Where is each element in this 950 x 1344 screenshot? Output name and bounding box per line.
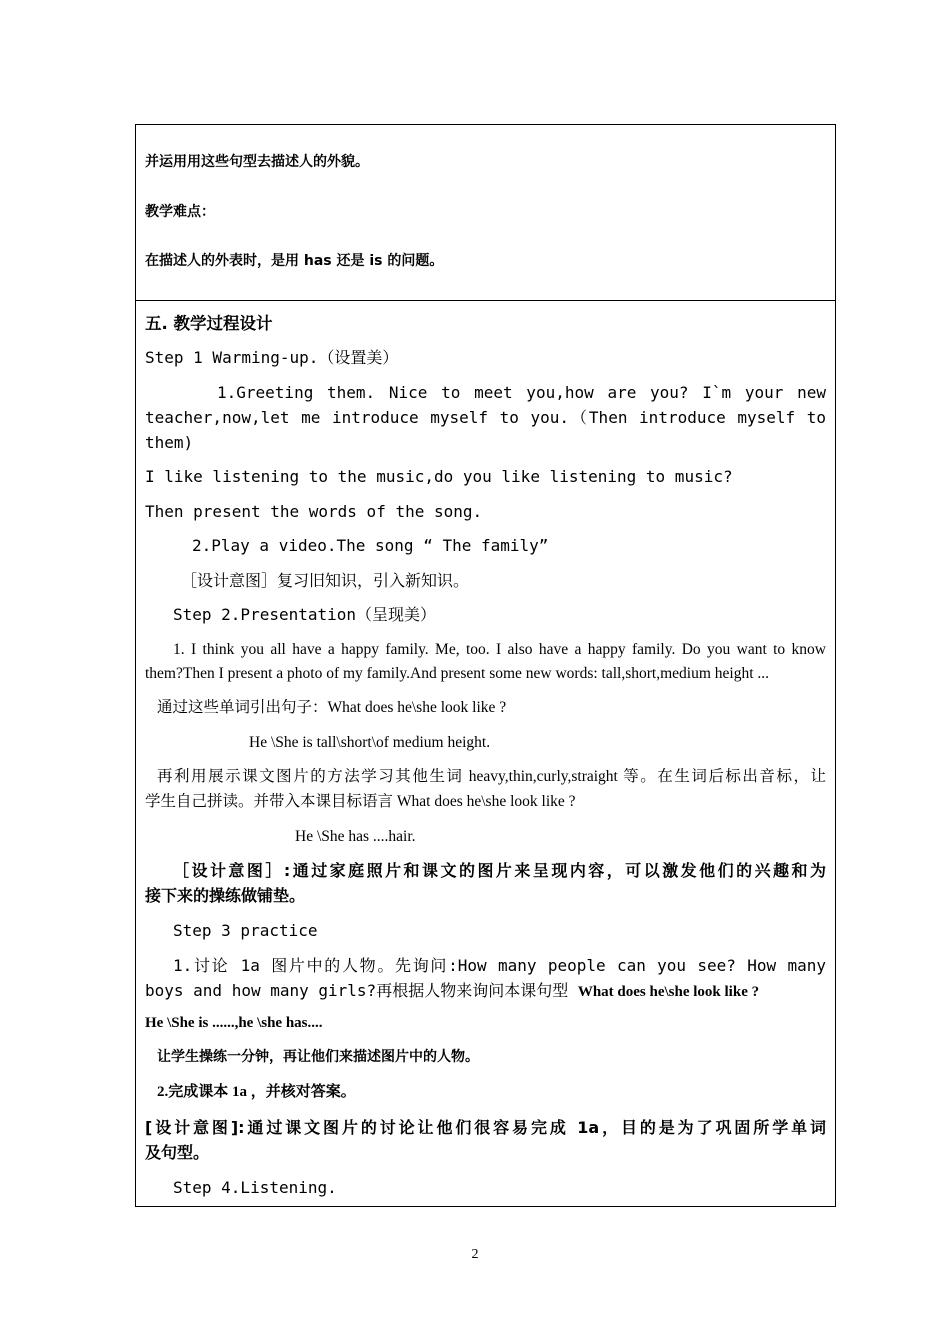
lesson-table bbox=[135, 124, 836, 1207]
text-line: 2.Play a video.The song “ The family” bbox=[192, 536, 549, 555]
design-intent: ［设计意图］:通过家庭照片和课文的图片来呈现内容，可以激发他们的兴趣和为 bbox=[173, 861, 826, 880]
step-4-heading: Step 4.Listening. bbox=[173, 1178, 337, 1197]
text-span: boys and how many girls?再根据人物来询问本课句型 bbox=[145, 981, 578, 1000]
text-line: He \She is tall\short\of medium height. bbox=[249, 734, 491, 751]
design-intent: 接下来的操练做铺垫。 bbox=[145, 886, 306, 905]
step-1-heading: Step 1 Warming-up.（设置美） bbox=[145, 348, 399, 367]
text-line: them?Then I present a photo of my family.And present some new words: tall,short,medium height ... bbox=[145, 665, 770, 682]
difficulty-label: 教学难点： bbox=[145, 204, 215, 220]
design-intent: 及句型。 bbox=[145, 1143, 210, 1162]
text-line: I like listening to the music,do you like listening to music? bbox=[145, 467, 733, 486]
design-intent: [设计意图]:通过课文图片的讨论让他们很容易完成 1a，目的是为了巩固所学单词 bbox=[145, 1118, 826, 1137]
page-number: 2 bbox=[471, 1247, 479, 1262]
text-line: 学生自己拼读。并带入本课目标语言 What does he\she look like ? bbox=[145, 793, 576, 810]
step-3-heading: Step 3 practice bbox=[173, 921, 318, 940]
text-line: 1. I think you all have a happy family. Me, too. I also have a happy family. Do you want to know bbox=[173, 641, 826, 658]
step-2-heading: Step 2.Presentation（呈现美） bbox=[173, 605, 437, 624]
text-line: 让学生操练一分钟，再让他们来描述图片中的人物。 bbox=[157, 1049, 479, 1065]
section-heading: 五. 教学过程设计 bbox=[145, 314, 273, 333]
text-line: Then present the words of the song. bbox=[145, 502, 483, 521]
text-line: He \She is ......,he \she has.... bbox=[145, 1015, 323, 1031]
text-line: 2.完成课本 1a ，并核对答案。 bbox=[157, 1084, 356, 1100]
text-line bbox=[145, 978, 826, 1005]
text-line: 并运用用这些句型去描述人的外貌。 bbox=[145, 154, 369, 170]
table-divider bbox=[136, 300, 835, 301]
text-line: teacher,now,let me introduce myself to you.（Then introduce myself to bbox=[145, 408, 826, 427]
design-intent: ［设计意图］复习旧知识，引入新知识。 bbox=[181, 571, 470, 590]
text-line: 1.Greeting them. Nice to meet you,how are you? I`m your new bbox=[217, 383, 826, 402]
text-line: 通过这些单词引出句子：What does he\she look like ? bbox=[157, 699, 507, 716]
text-line: 再利用展示课文图片的方法学习其他生词 heavy,thin,curly,straight 等。在生词后标出音标，让 bbox=[157, 768, 826, 785]
text-line: them) bbox=[145, 433, 194, 452]
text-line: He \She has ....hair. bbox=[295, 828, 416, 845]
text-span: What does he\she look like ? bbox=[577, 984, 760, 1000]
difficulty-text: 在描述人的外表时，是用 has 还是 is 的问题。 bbox=[145, 253, 444, 269]
text-line: 1.讨论 1a 图片中的人物。先询问:How many people can you see? How many bbox=[173, 956, 826, 975]
